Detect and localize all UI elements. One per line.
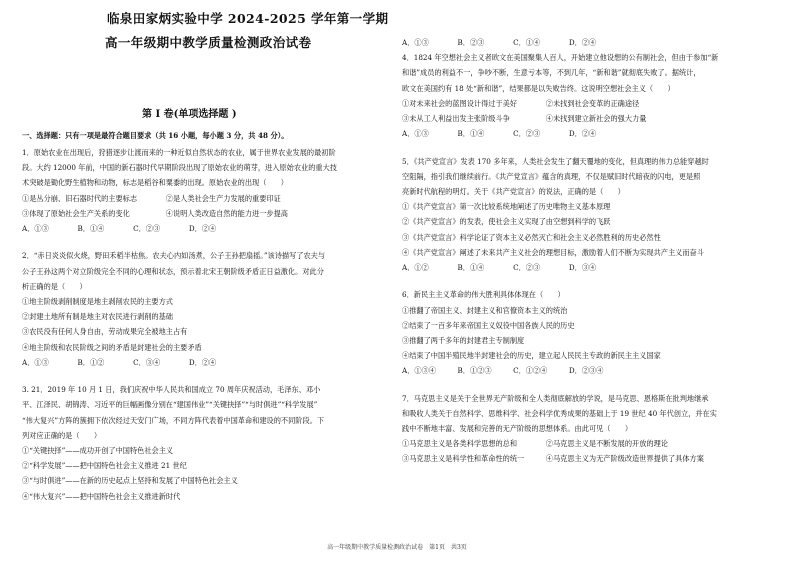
question-line: 5．《共产党宣言》发表 170 多年来，人类社会发生了翻天覆地的变化，但真理的伟力总能穿越时 [402,156,709,166]
question-line: ①“关键抉择”——成功开创了中国特色社会主义 [22,445,174,455]
question-line: 析正确的是（ ） [22,281,87,291]
question-line: ③推翻了两千多年的封建君主专制制度 [402,335,525,345]
question-line: A．①③ B．①④ C．②③ D．②④ [402,129,597,139]
question-line: A．①③④ B．①②③ C．①②④ D．②③④ [402,366,604,376]
question-line: ③马克思主义是科学性和革命性的统一 ④马克思主义为无产阶级改造世界提供了具体方案 [402,454,704,464]
question-line: ③未从工人利益出发主张阶级斗争 ④未找到建立新社会的强大力量 [402,114,647,123]
question-line: 和谐”成员的利益不一，争吵不断，生意亏本等，不到几年，“新和谐”就彻底失败了。据统计， [402,68,701,78]
question-line: A．①③ B．②③ C．①④ D．②④ [402,38,597,47]
school-title: 临泉田家炳实验中学 2024-2025 学年第一学期 [107,11,389,26]
question-line: 公子王孙这两个对立阶级完全不同的心理和状态，预示着北宋王朝阶级矛盾正日益激化。对此分 [22,266,324,276]
question-line: ④结束了中国半殖民地半封建社会的历史，建立起人民民主专政的新民主主义国家 [402,351,661,361]
question-line: 3. 21．2019 年 10 月 1 日，我们庆祝中华人民共和国成立 70 周年庆祝活动，毛泽东、邓小 [22,385,321,395]
question-line: ③农民没有任何人身自由，劳动成果完全被地主占有 [22,327,188,337]
question-line: 平、江泽民、胡锦涛、习近平的巨幅画像分别在“建国伟业”“关键抉择”“与时俱进”“科学发展” [22,400,318,410]
exam-title: 高一年级期中教学质量检测政治试卷 [105,35,312,50]
question-line: ③“与时俱进”——在新的历史起点上坚持和发展了中国特色社会主义 [22,476,238,486]
question-line: ①地主阶级剥削制度是地主剥削农民的主要方式 [22,296,173,306]
question-line: A．①③ B．①② C．③④ D．②④ [22,357,217,367]
question-line: ④地主阶级和农民阶级之间的矛盾是封建社会的主要矛盾 [22,342,202,352]
question-line: 列对应正确的是（ ） [22,430,102,440]
question-line: 践中不断地丰富、发展和完善的无产阶级的思想体系。由此可见（ ） [402,424,633,434]
question-line: 段。大约 12000 年前，中国的新石器时代早期阶段出现了原始农业的萌芽，进入原始农业的重大技 [22,163,337,173]
question-line: ④“伟大复兴”——把中国特色社会主义推进新时代 [22,491,181,501]
question-line: 1．原始农业在出现后，狩猎逐步让渡而来的一种近似自然状态的农业，属于世界农业发展的最初阶 [22,148,336,157]
question-line: ②“科学发展”——把中国特色社会主义推进 21 世纪 [22,461,187,471]
question-line: 亮新时代航程的明灯。关于《共产党宣言》的说法，正确的是（ ） [402,186,625,196]
question-line: 2．“赤日炎炎似火烧，野田禾稻半枯焦。农夫心内如汤煮，公子王孙把扇摇。”该诗描写了农夫与 [22,251,326,261]
question-line: ①马克思主义是各类科学思想的总和 ②马克思主义是不断发展的开放的理论 [402,439,668,449]
question-line: ③体现了原始社会生产关系的变化 ④说明人类改造自然的能力进一步提高 [22,208,288,218]
question-line: 7．马克思主义是关于全世界无产阶级和全人类彻底解放的学说，是马克思、恩格斯在批判地继承 [402,393,709,403]
question-line: ①推翻了帝国主义、封建主义和官僚资本主义的统治 [402,305,568,315]
section-title: 第 I 卷(单项选择题 ) [142,109,237,120]
question-line: 欧文在美国约有 18 处“新和谐”，结果都是以失败告终。这说明空想社会主义（ ） [402,83,675,93]
question-line: 和吸收人类关于自然科学、思维科学、社会科学优秀成果的基础上于 19 世纪 40 年代创立，并在实 [402,408,717,418]
question-line: ③《共产党宣言》科学论证了资本主义必然灭亡和社会主义必然胜利的历史必然性 [402,232,661,242]
question-line: ①《共产党宣言》第一次比较系统地阐述了历史唯物主义基本原理 [402,202,611,212]
question-line: A．①② B．①④ C．②③ D．③④ [402,262,597,272]
section-instructions: 一、选择题：只有一项是最符合题目要求（共 16 小题，每小题 3 分，共 48 分）。 [22,131,289,140]
question-line: ②结束了一百多年来帝国主义奴役中国各族人民的历史 [402,320,575,330]
question-line: ①是丛分崩、旧石器时代的主要标志 ②是人类社会生产力发展的重要印证 [22,193,281,203]
question-line: 6．新民主主义革命的伟大胜利具体体现在（ ） [402,290,565,300]
page-footer: 高一年级期中教学质量检测政治试卷 第1页 共3页 [327,544,467,551]
question-line: A．①③ B．①④ C．②③ D．②④ [22,224,217,233]
question-line: ①对未来社会的蓝图设计得过于美好 ②未找到社会变革的正确途径 [402,98,640,108]
question-line: 4．1824 年空想社会主义者欧文在美国聚集人百人，开始建立他设想的公有制社会，但由于参加“新 [402,53,719,63]
question-line: ②封建土地所有制是地主对农民进行剥削的基础 [22,312,173,322]
question-line: ④《共产党宣言》阐述了未来共产主义社会的理想目标，激励着人们不断为实现共产主义而奋斗 [402,247,704,257]
question-line: 术突破是锄化野生植物和动物，标志是稻谷和粟黍的出现。原始农业的出现（ ） [22,178,288,188]
question-line: ②《共产党宣言》的发表，使社会主义实现了由空想到科学的飞跃 [402,217,611,227]
question-line: 空阻隔，指引我们继续前行。《共产党宣言》蕴含的真理，不仅是赋旧时代暗夜的闪电，更是照 [402,171,701,181]
question-line: “伟大复兴”方阵的簇拥下依次经过天安门广场，不同方阵代表着中国革命和建设的不同阶段。下 [22,415,325,425]
